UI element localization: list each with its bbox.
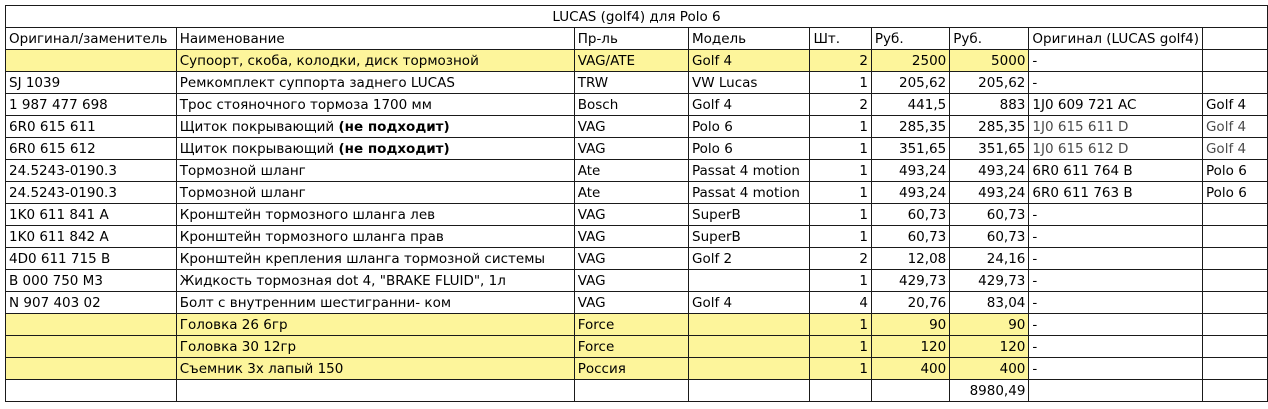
name-cell[interactable]	[176, 116, 574, 138]
qty-cell[interactable]: 4	[810, 292, 871, 314]
qty-cell[interactable]: 1	[810, 358, 871, 380]
name-cell[interactable]	[176, 138, 574, 160]
name-cell[interactable]	[176, 204, 574, 226]
code-cell[interactable]: N 907 403 02	[6, 292, 177, 314]
qty-cell[interactable]: 1	[810, 116, 871, 138]
header-cell-maker[interactable]: Пр-ль	[574, 28, 688, 50]
original-cell[interactable]: -	[1029, 314, 1203, 336]
model-cell[interactable]: Golf 2	[689, 248, 810, 270]
spreadsheet	[5, 5, 1268, 402]
sum-cell[interactable]: 24,16	[950, 248, 1029, 270]
sum-cell[interactable]: 83,04	[950, 292, 1029, 314]
original-cell[interactable]: -	[1029, 226, 1203, 248]
maker-cell[interactable]: VAG	[574, 116, 688, 138]
price-cell[interactable]: 60,73	[871, 204, 949, 226]
total-row	[6, 380, 1268, 402]
original-model-cell[interactable]: Golf 4	[1202, 116, 1267, 138]
empty-cell[interactable]	[871, 380, 949, 402]
sum-cell[interactable]: 205,62	[950, 72, 1029, 94]
original-model-cell[interactable]	[1202, 314, 1267, 336]
original-model-cell[interactable]	[1202, 336, 1267, 358]
table-row	[6, 314, 1268, 336]
table-row	[6, 94, 1268, 116]
model-cell[interactable]: Passat 4 motion	[689, 160, 810, 182]
qty-cell[interactable]: 2	[810, 248, 871, 270]
price-cell[interactable]: 441,5	[871, 94, 949, 116]
table-row	[6, 50, 1268, 72]
qty-cell[interactable]: 1	[810, 336, 871, 358]
price-cell[interactable]: 120	[871, 336, 949, 358]
code-cell[interactable]: SJ 1039	[6, 72, 177, 94]
code-cell[interactable]: B 000 750 M3	[6, 270, 177, 292]
maker-cell[interactable]: VAG	[574, 292, 688, 314]
sum-cell[interactable]: 400	[950, 358, 1029, 380]
maker-cell[interactable]: Россия	[574, 358, 688, 380]
name-cell[interactable]	[176, 336, 574, 358]
model-cell[interactable]	[689, 270, 810, 292]
name-cell[interactable]	[176, 292, 574, 314]
header-cell-qty[interactable]: Шт.	[810, 28, 871, 50]
qty-cell[interactable]: 1	[810, 314, 871, 336]
name-cell[interactable]	[176, 358, 574, 380]
model-cell[interactable]: SuperB	[689, 204, 810, 226]
model-cell[interactable]: Passat 4 motion	[689, 182, 810, 204]
original-model-cell[interactable]: Golf 4	[1202, 138, 1267, 160]
parts-table	[5, 5, 1268, 402]
qty-cell[interactable]: 1	[810, 138, 871, 160]
original-model-cell[interactable]: Polo 6	[1202, 182, 1267, 204]
sum-cell[interactable]: 493,24	[950, 160, 1029, 182]
header-cell-sum[interactable]: Руб.	[950, 28, 1029, 50]
original-cell[interactable]: 1J0 615 612 D	[1029, 138, 1203, 160]
code-cell[interactable]	[6, 358, 177, 380]
code-cell[interactable]: 1 987 477 698	[6, 94, 177, 116]
price-cell[interactable]: 2500	[871, 50, 949, 72]
original-model-cell[interactable]	[1202, 248, 1267, 270]
qty-cell[interactable]: 1	[810, 182, 871, 204]
name-note: (не подходит)	[338, 141, 450, 157]
model-cell[interactable]	[689, 358, 810, 380]
sum-cell[interactable]: 60,73	[950, 204, 1029, 226]
price-cell[interactable]: 400	[871, 358, 949, 380]
empty-cell[interactable]	[1202, 380, 1267, 402]
sum-cell[interactable]: 351,65	[950, 138, 1029, 160]
original-model-cell[interactable]: Golf 4	[1202, 94, 1267, 116]
title-row	[6, 6, 1268, 28]
empty-cell[interactable]	[1029, 380, 1203, 402]
empty-cell[interactable]	[810, 380, 871, 402]
name-note: (не подходит)	[338, 119, 450, 135]
name-text: Жидкость тормозная dot 4, "BRAKE FLUID", 1л	[179, 273, 506, 289]
code-cell[interactable]	[6, 336, 177, 358]
original-cell[interactable]: -	[1029, 50, 1203, 72]
price-cell[interactable]: 493,24	[871, 160, 949, 182]
price-cell[interactable]: 285,35	[871, 116, 949, 138]
code-cell[interactable]: 6R0 615 611	[6, 116, 177, 138]
maker-cell[interactable]: VAG	[574, 226, 688, 248]
name-cell[interactable]	[176, 270, 574, 292]
model-cell[interactable]: SuperB	[689, 226, 810, 248]
maker-cell[interactable]: TRW	[574, 72, 688, 94]
price-cell[interactable]: 12,08	[871, 248, 949, 270]
maker-cell[interactable]: VAG	[574, 138, 688, 160]
table-row	[6, 182, 1268, 204]
code-cell[interactable]	[6, 314, 177, 336]
empty-cell[interactable]	[6, 380, 177, 402]
table-row	[6, 204, 1268, 226]
sum-cell[interactable]: 285,35	[950, 116, 1029, 138]
model-cell[interactable]: Polo 6	[689, 138, 810, 160]
maker-cell[interactable]: Ate	[574, 182, 688, 204]
original-cell[interactable]: -	[1029, 248, 1203, 270]
price-cell[interactable]: 20,76	[871, 292, 949, 314]
table-row	[6, 248, 1268, 270]
original-cell[interactable]: 1J0 615 611 D	[1029, 116, 1203, 138]
maker-cell[interactable]: VAG	[574, 270, 688, 292]
sum-cell[interactable]: 493,24	[950, 182, 1029, 204]
table-row	[6, 292, 1268, 314]
qty-cell[interactable]: 1	[810, 72, 871, 94]
name-text: Кронштейн крепления шланга тормозной системы	[179, 251, 546, 267]
original-model-cell[interactable]	[1202, 358, 1267, 380]
sum-cell[interactable]: 429,73	[950, 270, 1029, 292]
sheet-title[interactable]: LUCAS (golf4) для Polo 6	[6, 6, 1268, 28]
code-cell[interactable]	[6, 50, 177, 72]
name-text: Щиток покрывающий	[179, 141, 339, 157]
original-model-cell[interactable]	[1202, 204, 1267, 226]
model-cell[interactable]: Golf 4	[689, 94, 810, 116]
maker-cell[interactable]: VAG/ATE	[574, 50, 688, 72]
original-cell[interactable]: -	[1029, 270, 1203, 292]
name-cell[interactable]	[176, 72, 574, 94]
table-row	[6, 358, 1268, 380]
header-cell-model[interactable]: Модель	[689, 28, 810, 50]
name-cell[interactable]	[176, 160, 574, 182]
price-cell[interactable]: 60,73	[871, 226, 949, 248]
header-cell-price[interactable]: Руб.	[871, 28, 949, 50]
empty-cell[interactable]	[689, 380, 810, 402]
original-model-cell[interactable]	[1202, 270, 1267, 292]
name-cell[interactable]	[176, 248, 574, 270]
model-cell[interactable]: VW Lucas	[689, 72, 810, 94]
model-cell[interactable]: Golf 4	[689, 292, 810, 314]
code-cell[interactable]: 1K0 611 841 A	[6, 204, 177, 226]
price-cell[interactable]: 205,62	[871, 72, 949, 94]
price-cell[interactable]: 90	[871, 314, 949, 336]
name-text: Тормозной шланг	[179, 163, 306, 179]
code-cell[interactable]: 4D0 611 715 B	[6, 248, 177, 270]
name-text: Тормозной шланг	[179, 185, 306, 201]
table-row	[6, 270, 1268, 292]
name-text: Головка 26 6гр	[179, 317, 288, 333]
original-model-cell[interactable]	[1202, 226, 1267, 248]
sum-cell[interactable]: 883	[950, 94, 1029, 116]
qty-cell[interactable]: 1	[810, 226, 871, 248]
price-cell[interactable]: 493,24	[871, 182, 949, 204]
table-row	[6, 116, 1268, 138]
name-text: Кронштейн тормозного шланга прав	[179, 229, 444, 245]
name-text: Съемник 3х лапый 150	[179, 361, 344, 377]
sum-cell[interactable]: 90	[950, 314, 1029, 336]
name-cell[interactable]	[176, 226, 574, 248]
original-cell[interactable]: 6R0 611 763 B	[1029, 182, 1203, 204]
sum-cell[interactable]: 5000	[950, 50, 1029, 72]
code-cell[interactable]: 6R0 615 612	[6, 138, 177, 160]
qty-cell[interactable]: 1	[810, 160, 871, 182]
original-cell[interactable]: 1J0 609 721 AC	[1029, 94, 1203, 116]
name-text: Супоорт, скоба, колодки, диск тормозной	[179, 53, 479, 69]
name-text: Щиток покрывающий	[179, 119, 339, 135]
original-cell[interactable]: -	[1029, 204, 1203, 226]
original-model-cell[interactable]: Polo 6	[1202, 160, 1267, 182]
price-cell[interactable]: 351,65	[871, 138, 949, 160]
header-cell-original[interactable]: Оригинал (LUCAS golf4)	[1029, 28, 1203, 50]
code-cell[interactable]: 24.5243-0190.3	[6, 160, 177, 182]
maker-cell[interactable]: Bosch	[574, 94, 688, 116]
original-cell[interactable]: -	[1029, 358, 1203, 380]
maker-cell[interactable]: Force	[574, 314, 688, 336]
original-model-cell[interactable]	[1202, 72, 1267, 94]
original-cell[interactable]: -	[1029, 336, 1203, 358]
qty-cell[interactable]: 2	[810, 94, 871, 116]
name-text: Болт с внутренним шестигранни- ком	[179, 295, 452, 311]
name-text: Головка 30 12гр	[179, 339, 297, 355]
table-row	[6, 226, 1268, 248]
name-cell[interactable]	[176, 94, 574, 116]
name-text: Ремкомплект суппорта заднего LUCAS	[179, 75, 455, 91]
qty-cell[interactable]: 2	[810, 50, 871, 72]
original-model-cell[interactable]	[1202, 292, 1267, 314]
empty-cell[interactable]	[574, 380, 688, 402]
name-text: Трос стояночного тормоза 1700 мм	[179, 97, 432, 113]
name-text: Кронштейн тормозного шланга лев	[179, 207, 436, 223]
maker-cell[interactable]: VAG	[574, 248, 688, 270]
price-cell[interactable]: 429,73	[871, 270, 949, 292]
qty-cell[interactable]: 1	[810, 204, 871, 226]
total-cell[interactable]: 8980,49	[950, 380, 1029, 402]
qty-cell[interactable]: 1	[810, 270, 871, 292]
sum-cell[interactable]: 120	[950, 336, 1029, 358]
original-cell[interactable]: -	[1029, 72, 1203, 94]
table-row	[6, 336, 1268, 358]
header-cell-original-model[interactable]	[1202, 28, 1267, 50]
table-row	[6, 72, 1268, 94]
original-cell[interactable]: 6R0 611 764 B	[1029, 160, 1203, 182]
maker-cell[interactable]: Ate	[574, 160, 688, 182]
code-cell[interactable]: 1K0 611 842 A	[6, 226, 177, 248]
header-cell-code[interactable]: Оригинал/заменитель	[6, 28, 177, 50]
maker-cell[interactable]: VAG	[574, 204, 688, 226]
empty-cell[interactable]	[176, 380, 574, 402]
table-row	[6, 138, 1268, 160]
header-row	[6, 28, 1268, 50]
model-cell[interactable]: Polo 6	[689, 116, 810, 138]
code-cell[interactable]: 24.5243-0190.3	[6, 182, 177, 204]
original-model-cell[interactable]	[1202, 50, 1267, 72]
model-cell[interactable]	[689, 314, 810, 336]
model-cell[interactable]: Golf 4	[689, 50, 810, 72]
table-row	[6, 160, 1268, 182]
sum-cell[interactable]: 60,73	[950, 226, 1029, 248]
name-cell[interactable]	[176, 182, 574, 204]
original-cell[interactable]: -	[1029, 292, 1203, 314]
maker-cell[interactable]: Force	[574, 336, 688, 358]
model-cell[interactable]	[689, 336, 810, 358]
name-cell[interactable]	[176, 314, 574, 336]
name-cell[interactable]	[176, 50, 574, 72]
header-cell-name[interactable]: Наименование	[176, 28, 574, 50]
